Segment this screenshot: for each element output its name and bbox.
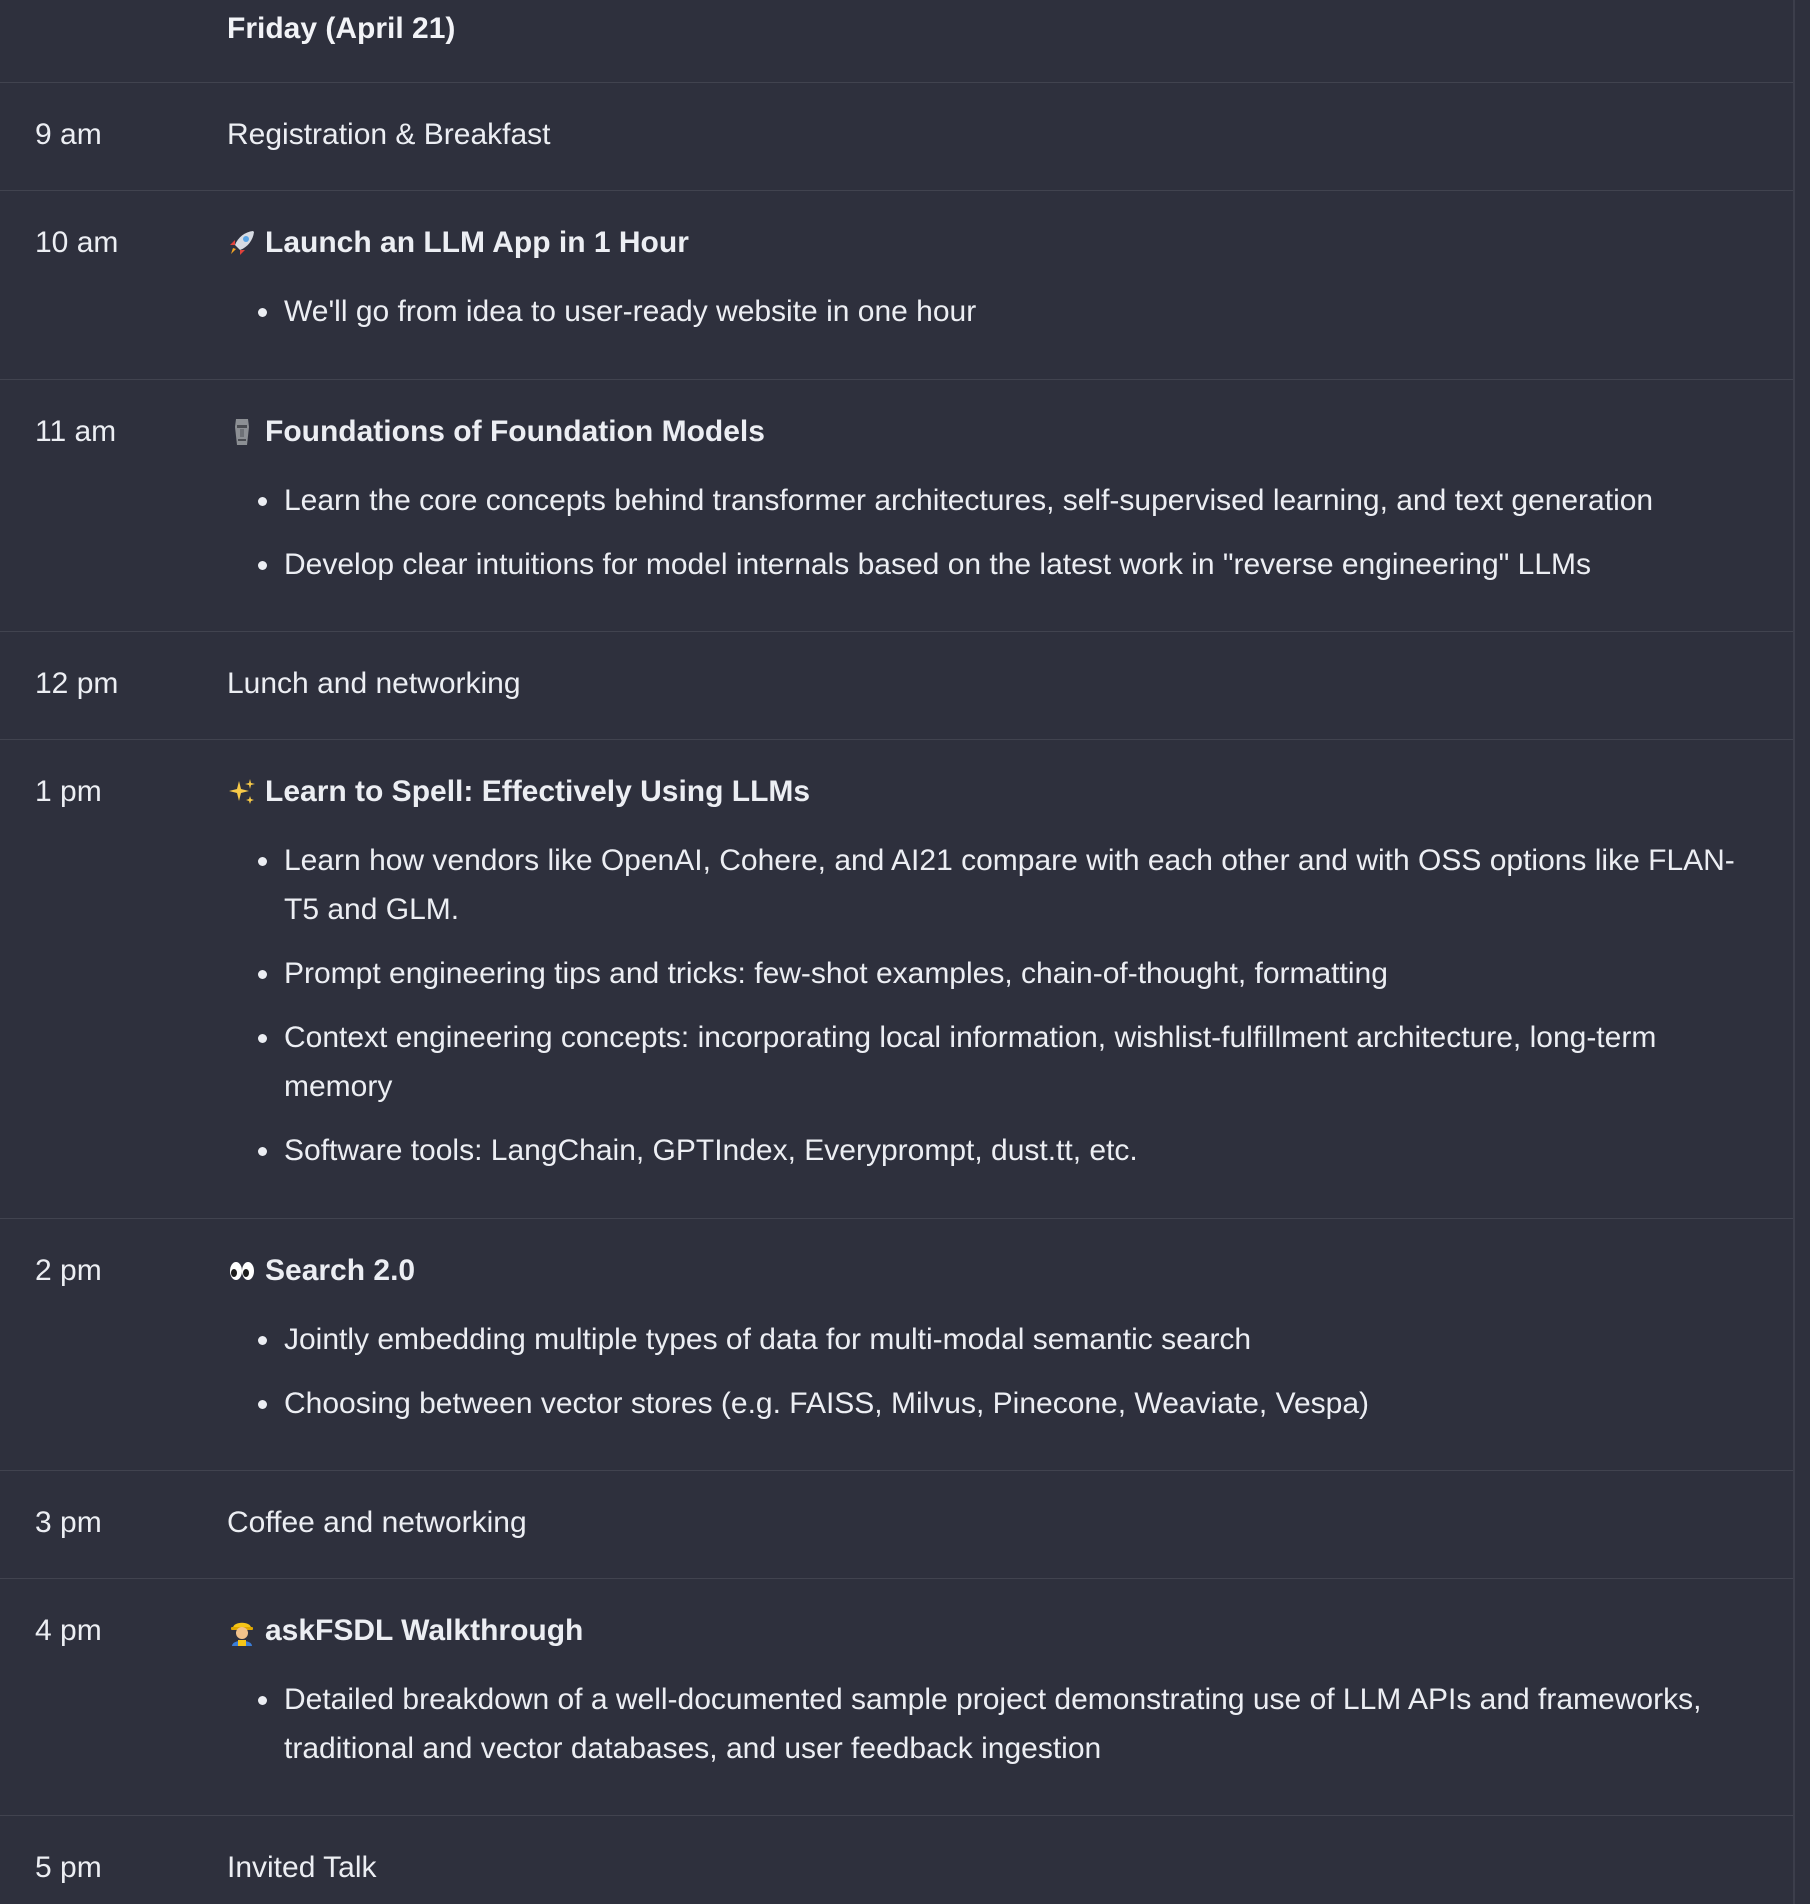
day-heading: Friday (April 21) xyxy=(227,12,456,45)
construction-worker-icon xyxy=(227,1616,257,1646)
session-title-text: askFSDL Walkthrough xyxy=(265,1614,584,1647)
bullet-item: Develop clear intuitions for model internals based on the latest work in "reverse engineering" LLMs xyxy=(227,540,1753,589)
bullet-item: Prompt engineering tips and tricks: few-shot examples, chain-of-thought, formatting xyxy=(227,949,1753,998)
time-cell: 12 pm xyxy=(35,667,119,700)
session-title xyxy=(227,774,1753,810)
bullet-item: Software tools: LangChain, GPTIndex, Everyprompt, dust.tt, etc. xyxy=(227,1126,1753,1175)
session-title-text: Search 2.0 xyxy=(265,1254,416,1287)
sparkles-icon xyxy=(227,777,257,807)
bullet-item: Jointly embedding multiple types of data for multi-modal semantic search xyxy=(227,1315,1753,1364)
session-title-text: Foundations of Foundation Models xyxy=(265,415,765,448)
session-cell xyxy=(227,1219,1793,1470)
session-text: Coffee and networking xyxy=(227,1506,527,1539)
time-cell: 4 pm xyxy=(35,1614,102,1647)
session-title-text: Launch an LLM App in 1 Hour xyxy=(265,226,689,259)
session-cell xyxy=(227,1471,1793,1578)
schedule-row-11am xyxy=(0,380,1793,632)
time-cell: 3 pm xyxy=(35,1506,102,1539)
bullet-item: We'll go from idea to user-ready website in one hour xyxy=(227,287,1753,336)
schedule-row-4pm xyxy=(0,1579,1793,1816)
session-text: Registration & Breakfast xyxy=(227,118,551,151)
time-cell: 1 pm xyxy=(35,775,102,808)
session-cell xyxy=(227,1816,1793,1904)
bullet-item: Learn how vendors like OpenAI, Cohere, and AI21 compare with each other and with OSS options like FLAN-T5 and GLM. xyxy=(227,836,1753,934)
bullet-item: Learn the core concepts behind transformer architectures, self-supervised learning, and text generation xyxy=(227,476,1753,525)
time-cell: 11 am xyxy=(35,415,117,448)
session-bullets xyxy=(227,476,1753,589)
schedule-row-9am xyxy=(0,83,1793,191)
session-bullets xyxy=(227,1675,1753,1773)
session-cell xyxy=(227,632,1793,739)
session-text: Invited Talk xyxy=(227,1851,377,1884)
session-cell xyxy=(227,1579,1793,1815)
session-title-text: Learn to Spell: Effectively Using LLMs xyxy=(265,775,811,808)
bullet-item: Detailed breakdown of a well-documented sample project demonstrating use of LLM APIs and frameworks, traditional and vector databases, and user feedback ingestion xyxy=(227,1675,1753,1773)
schedule-row-10am xyxy=(0,191,1793,380)
session-bullets xyxy=(227,1315,1753,1428)
session-text: Lunch and networking xyxy=(227,667,521,700)
rocket-icon xyxy=(227,228,257,258)
bullet-item: Choosing between vector stores (e.g. FAISS, Milvus, Pinecone, Weaviate, Vespa) xyxy=(227,1379,1753,1428)
time-cell: 10 am xyxy=(35,226,119,259)
session-title xyxy=(227,225,1753,261)
time-cell: 5 pm xyxy=(35,1851,102,1884)
schedule-row-3pm xyxy=(0,1471,1793,1579)
session-cell xyxy=(227,380,1793,631)
session-title xyxy=(227,414,1753,450)
time-cell: 9 am xyxy=(35,118,102,151)
schedule-row-12pm xyxy=(0,632,1793,740)
schedule-row-5pm xyxy=(0,1816,1793,1904)
day-header-row xyxy=(0,0,1793,83)
session-bullets xyxy=(227,287,1753,336)
schedule-row-2pm xyxy=(0,1219,1793,1471)
bullet-item: Context engineering concepts: incorporating local information, wishlist-fulfillment architecture, long-term memory xyxy=(227,1013,1753,1111)
session-title xyxy=(227,1253,1753,1289)
session-cell xyxy=(227,191,1793,379)
time-cell: 2 pm xyxy=(35,1254,102,1287)
session-title xyxy=(227,1613,1753,1649)
eyes-icon xyxy=(227,1256,257,1286)
schedule-row-1pm xyxy=(0,740,1793,1219)
session-cell xyxy=(227,740,1793,1218)
session-cell xyxy=(227,83,1793,190)
moai-icon xyxy=(227,417,257,447)
session-bullets xyxy=(227,836,1753,1175)
